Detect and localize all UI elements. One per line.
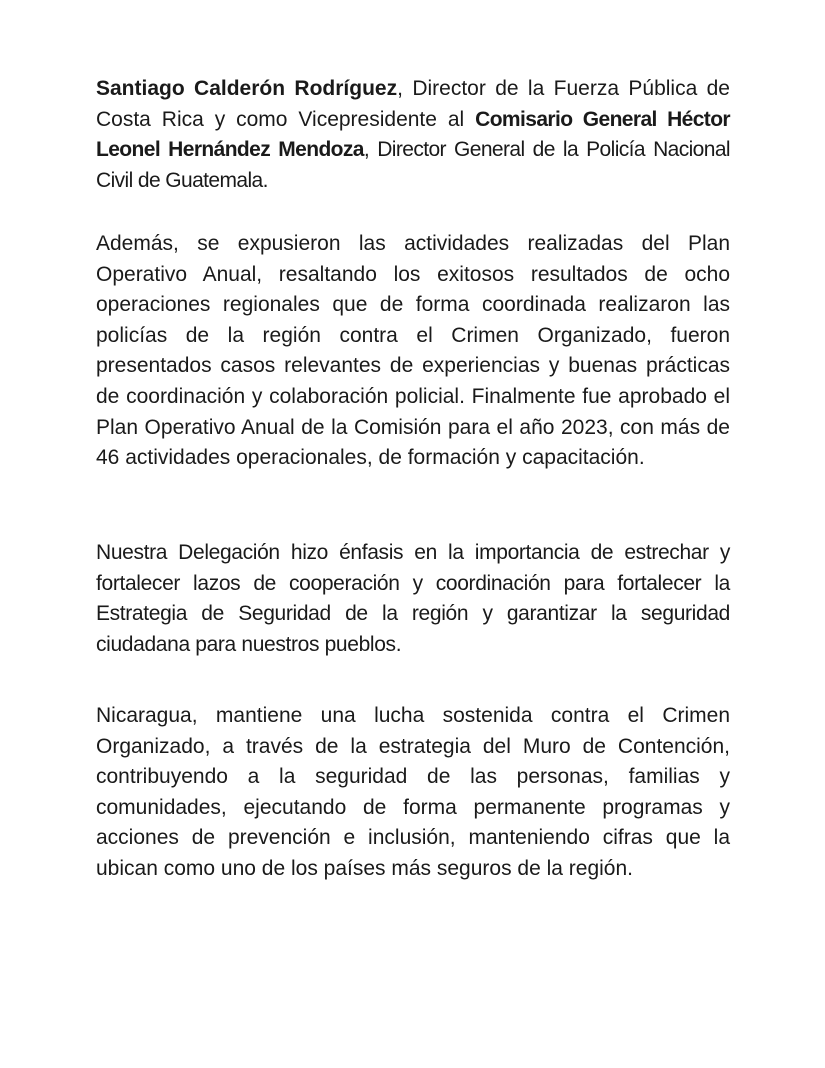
- paragraph-operative-plan: Además, se expusieron las actividades realizadas del Plan Operativo Anual, resaltando los exitosos resultados de ocho operaciones regionales que de forma coordinada realizaron las policías de la región contra el Crimen Organizado, fueron presentados casos relevantes de experiencias y buenas prácticas de coordinación y colaboración policial. Finalmente fue aprobado el Plan Operativo Anual de la Comisión para el año 2023, con más de 46 actividades operacionales, de formación y capacitación.: [96, 232, 730, 470]
- paragraph-nicaragua-strategy: Nicaragua, mantiene una lucha sostenida contra el Crimen Organizado, a través de la estrategia del Muro de Contención, contribuyendo a la seguridad de las personas, familias y comunidades, ejecutando de forma permanente programas y acciones de prevención e inclusión, manteniendo cifras que la ubican como uno de los países más seguros de la región.: [96, 704, 730, 880]
- paragraph-text: , Director de la Fuerza Pública de Costa Rica y como Vicepresidente al: [96, 77, 730, 131]
- paragraph-text: , Director General de la Policía Nacional Civil de Guatemala.: [96, 138, 730, 192]
- bold-name: Santiago Calderón Rodríguez: [96, 77, 398, 100]
- bold-title: Comisario General Héctor Leonel Hernández Mendoza: [96, 107, 730, 162]
- paragraph-delegation-emphasis: Nuestra Delegación hizo énfasis en la importancia de estrechar y fortalecer lazos de cooperación y coordinación para fortalecer la Estrategia de Seguridad de la región y garantizar la seguridad ciudadana para nuestros pueblos.: [96, 541, 730, 656]
- paragraph-delegation-officials: [96, 74, 730, 196]
